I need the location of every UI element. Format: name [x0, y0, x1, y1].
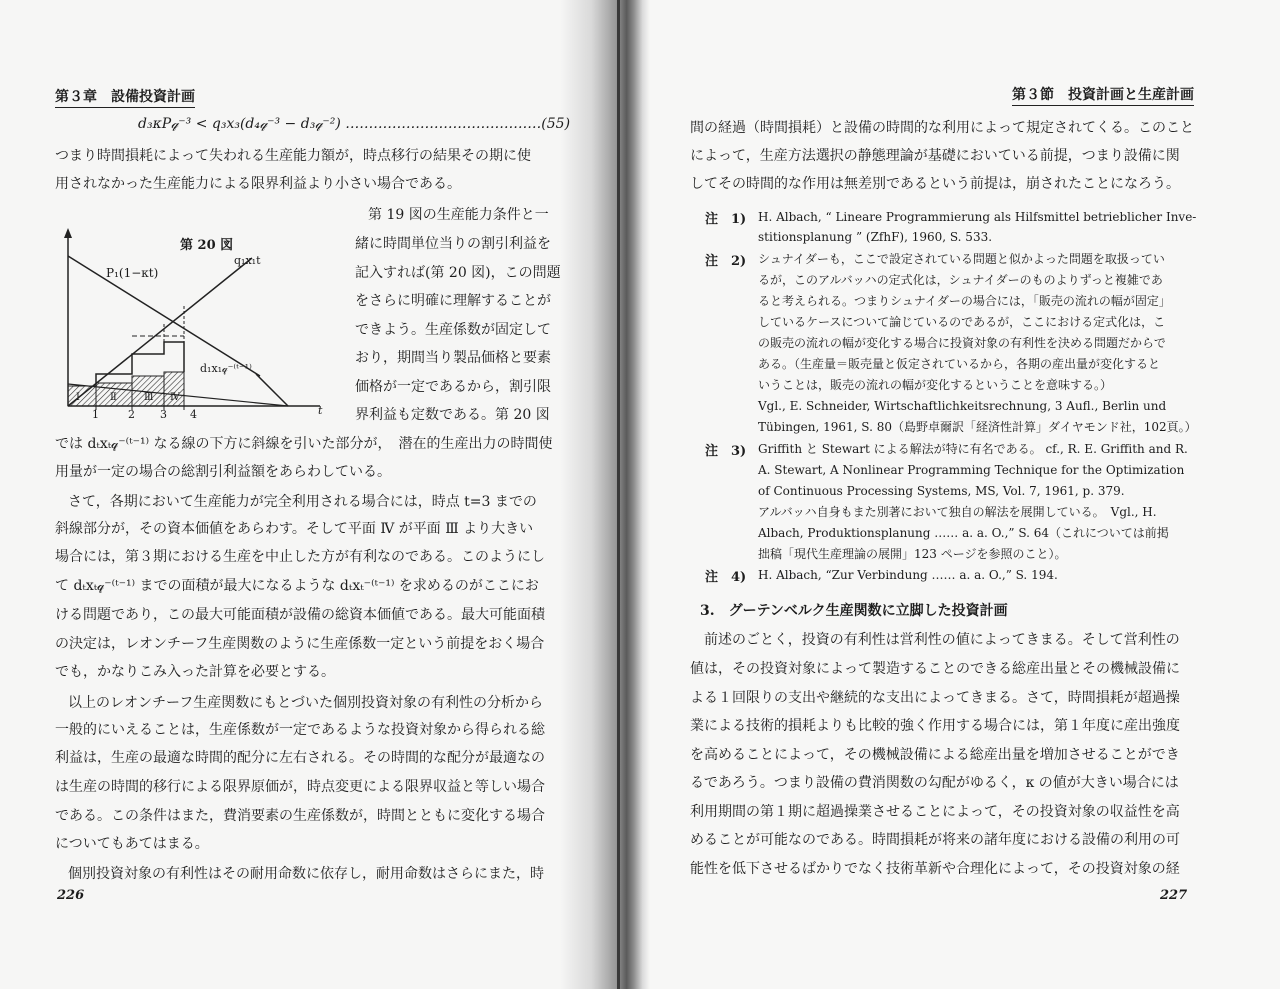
- right-body-line: 能性を低下させるばかりでなく技術革新や合理化によって，その投資対象の経: [690, 861, 1180, 877]
- left-text-line: である。この条件はまた，費消要素の生産係数が，時間とともに変化する場合: [55, 808, 545, 824]
- tick-label-3: 3: [160, 408, 167, 421]
- right-body-line: よる１回限りの支出や継続的な支出によってきまる。さて，時間損耗が超過操: [690, 690, 1180, 706]
- left-text-line: 第 19 図の生産能力条件と一: [368, 207, 549, 223]
- section-heading: 3. グーテンベルク生産関数に立脚した投資計画: [700, 603, 1008, 619]
- left-text-line: 場合には，第３期における生産を中止した方が有利なのである。このようにし: [55, 549, 545, 565]
- y-axis-arrow: [64, 228, 72, 238]
- right-body-line: 前述のごとく，投資の有利性は営利性の値によってきまる。そして営利性の: [704, 632, 1180, 648]
- right-text-line: によって，生産方法選択の静態理論が基礎においている前提，つまり設備に関: [690, 148, 1180, 164]
- right-text-line: 間の経過（時間損耗）と設備の時間的な利用によって規定されてくる。このこと: [690, 120, 1194, 136]
- note-1-line: H. Albach, “ Lineare Programmierung als Hilfsmittel betrieblicher Inve-: [758, 210, 1197, 224]
- left-text-line: 斜線部分が，その資本価値をあらわす。そして平面 Ⅳ が平面 Ⅲ より大きい: [55, 521, 534, 537]
- right-page-number: 227: [1160, 888, 1188, 903]
- region-label-i: Ⅰ: [76, 392, 80, 403]
- region-label-ii: Ⅱ: [110, 392, 117, 403]
- book-spine: [617, 0, 620, 989]
- left-text-line: つまり時間損耗によって失われる生産能力額が，時点移行の結果その期に使: [55, 148, 531, 164]
- label-d: d₁x₁𝓆⁻⁽ᵗ⁻¹⁾: [200, 362, 252, 375]
- note-1-label: 注 1): [705, 212, 747, 227]
- note-2-line: ると考えられる。つまりシュナイダーの場合には，「販売の流れの幅が固定」: [758, 294, 1171, 308]
- right-body-line: 値は，その投資対象によって製造することのできる総産出量とその機械設備に: [690, 661, 1180, 677]
- left-text-line: についてもあてはまる。: [55, 836, 209, 852]
- left-text-line: 界利益も定数である。第 20 図: [355, 407, 550, 423]
- tick-label-2: 2: [128, 408, 135, 421]
- left-text-line: ける問題であり，この最大可能面積が設備の総資本価値である。最大可能面積: [55, 607, 545, 623]
- note-3-label: 注 3): [705, 444, 747, 459]
- region-label-iv: Ⅳ: [170, 392, 180, 403]
- note-2-line: Vgl., E. Schneider, Wirtschaftlichkeitsrechnung, 3 Aufl., Berlin und: [758, 399, 1167, 413]
- note-2-line: シュナイダーも，ここで設定されている問題と似かよった問題を取扱ってい: [758, 252, 1165, 266]
- left-text-line: 記入すれば(第 20 図)，この問題: [355, 265, 561, 281]
- left-text-line: 用量が一定の場合の総割引利益額をあらわしている。: [55, 464, 391, 480]
- left-text-line: 緒に時間単位当りの割引利益を: [355, 236, 551, 252]
- left-text-line: 個別投資対象の有利性はその耐用命数に依存し，耐用命数はさらにまた，時: [68, 866, 544, 882]
- left-text-line: できよう。生産係数が固定して: [355, 322, 551, 338]
- note-2-line: ある。（生産量＝販売量と仮定されているから，各期の産出量が変化すると: [758, 357, 1161, 371]
- note-2-line: いうことは，販売の流れの幅が変化するということを意味する。）: [758, 378, 1113, 392]
- note-2-label: 注 2): [705, 254, 747, 269]
- note-2-line: しているケースについて論じているのであるが，ここにおける定式化は，こ: [758, 315, 1166, 329]
- left-text-line: の決定は，レオンチーフ生産関数のように生産係数一定という前提をおく場合: [55, 636, 545, 652]
- figure-20-graph: [52, 226, 342, 422]
- left-text-line: でも，かなりこみ入った計算を必要とする。: [55, 664, 335, 680]
- book-gutter-shadow: [560, 0, 650, 989]
- left-text-line: 利益は，生産の最適な時間的配分に左右される。その時間的な配分が最適なの: [55, 750, 545, 766]
- axis-label-t: t: [318, 404, 323, 417]
- left-text-line: をさらに明確に理解することが: [355, 293, 551, 309]
- note-3-line: Albach, Produktionsplanung …… a. a. O.,” S. 64（これについては前掲: [758, 526, 1169, 540]
- left-text-line: おり，期間当り製品価格と要素: [355, 350, 551, 366]
- tick-label-4: 4: [190, 408, 197, 421]
- note-1-line: stitionsplanung ” (ZfhF), 1960, S. 533.: [758, 230, 993, 244]
- left-text-line: さて，各期において生産能力が完全利用される場合には，時点 t=3 までの: [68, 494, 537, 510]
- right-body-line: るであろう。つまり設備の費消関数の勾配がゆるく，κ の値が大きい場合には: [690, 775, 1179, 791]
- note-3-line: A. Stewart, A Nonlinear Programming Technique for the Optimization: [758, 463, 1185, 477]
- left-text-line: 一般的にいえることは，生産係数が一定であるような投資対象から得られる総: [55, 722, 545, 738]
- note-4-line: H. Albach, “Zur Verbindung …… a. a. O.,” S. 194.: [758, 568, 1058, 582]
- label-q: q₁x₁t: [234, 254, 261, 267]
- figure-20: [52, 226, 342, 422]
- left-text-line: て dₜxₜ𝓆⁻⁽ᵗ⁻¹⁾ までの面積が最大になるような dₜxₜ⁻⁽ᵗ⁻¹⁾ を求めるのがここにお: [55, 578, 539, 594]
- left-running-header: 第３章 設備投資計画: [55, 86, 195, 108]
- right-text-line: してその時間的な作用は無差別であるという前提は，崩されたことになろう。: [690, 176, 1180, 192]
- note-2-line: の販売の流れの幅が変化する場合に投資対象の有利性を決める問題だからで: [758, 336, 1166, 350]
- note-3-line: of Continuous Processing Systems, MS, Vol. 7, 1961, p. 379.: [758, 484, 1125, 498]
- right-body-line: を高めることによって，その機械設備による総産出量を増加させることができ: [690, 747, 1180, 763]
- note-2-line: Tübingen, 1961, S. 80（島野卓爾訳「経済性計算」ダイヤモンド社，102頁。）: [758, 420, 1197, 434]
- right-body-line: 業による技術的損耗よりも比較的強く作用する場合には，第１年度に産出強度: [690, 718, 1180, 734]
- right-running-header: 第３節 投資計画と生産計画: [1012, 84, 1194, 106]
- region-label-iii: Ⅲ: [144, 392, 154, 403]
- figure-title: 第 20 図: [180, 238, 234, 253]
- left-text-line: は生産の時間的移行による限界原価が，時点変更による限界収益と等しい場合: [55, 779, 545, 795]
- left-text-line: 用されなかった生産能力による限界利益より小さい場合である。: [55, 176, 461, 192]
- right-body-line: 利用期間の第１期に超過操業させることによって，その投資対象の収益性を高: [690, 804, 1180, 820]
- note-4-label: 注 4): [705, 570, 747, 585]
- right-body-line: めることが可能なのである。時間損耗が将来の諸年度における設備の利用の可: [690, 832, 1180, 848]
- left-text-line: 価格が一定であるから，割引限: [355, 379, 551, 395]
- note-3-line: 拙稿「現代生産理論の展開」123 ページを参照のこと）。: [758, 547, 1067, 561]
- note-3-line: アルバッハ自身もまた別著において独自の解法を展開している。 Vgl., H.: [758, 505, 1157, 519]
- label-p: P₁(1−κt): [106, 266, 159, 280]
- left-text-line: では dₜxₜ𝓆⁻⁽ᵗ⁻¹⁾ なる線の下方に斜線を引いた部分が， 潜在的生産出力の時間使: [55, 436, 553, 452]
- note-2-line: るが，このアルバッハの定式化は，シュナイダーのものよりずっと複雑であ: [758, 273, 1163, 287]
- left-text-line: 以上のレオンチーフ生産関数にもとづいた個別投資対象の有利性の分析から: [68, 695, 544, 711]
- tick-label-1: 1: [92, 408, 99, 421]
- note-3-line: Griffith と Stewart による解法が特に有名である。 cf., R. E. Griffith and R.: [758, 442, 1188, 456]
- left-page-number: 226: [57, 888, 85, 903]
- equation-55: d₃κP𝓆⁻³ < q₃x₃(d₄𝓆⁻³ − d₃𝓆⁻²) ……………………………………(55): [138, 116, 571, 132]
